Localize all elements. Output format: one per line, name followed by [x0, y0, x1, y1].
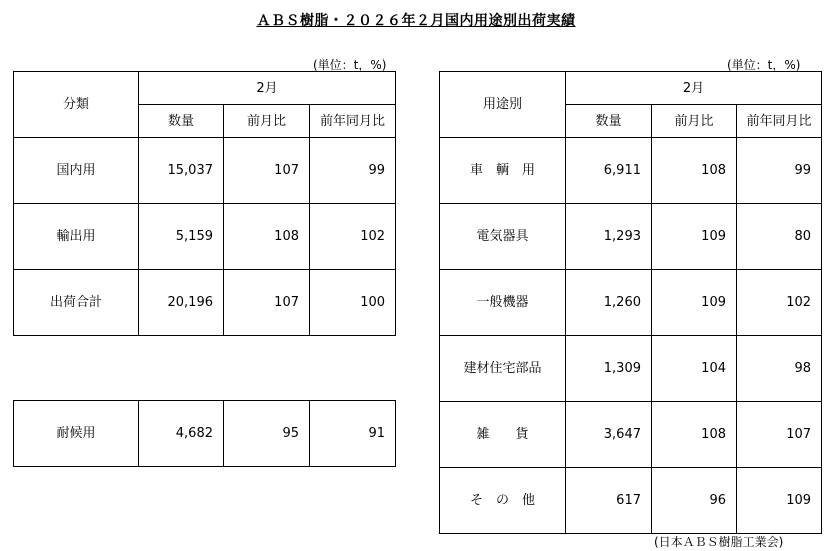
month-header: 2月	[139, 72, 396, 105]
yoy-cell: 109	[737, 468, 822, 534]
table-row	[14, 401, 396, 467]
quantity-cell: 1,293	[566, 204, 652, 270]
table-row	[440, 204, 822, 270]
table-row	[440, 270, 822, 336]
usage-header: 用途別	[440, 72, 566, 138]
table-row	[440, 402, 822, 468]
mom-cell: 108	[652, 138, 737, 204]
quantity-cell: 20,196	[139, 270, 224, 336]
mom-cell: 109	[652, 270, 737, 336]
row-label: そ の 他	[440, 468, 566, 534]
quantity-cell: 1,309	[566, 336, 652, 402]
mom-cell: 104	[652, 336, 737, 402]
weather-resistant-table	[13, 400, 396, 467]
yoy-cell: 99	[737, 138, 822, 204]
yoy-cell: 102	[310, 204, 396, 270]
table-row	[14, 138, 396, 204]
yoy-cell: 107	[737, 402, 822, 468]
mom-cell: 108	[224, 204, 310, 270]
mom-cell: 107	[224, 138, 310, 204]
mom-cell: 96	[652, 468, 737, 534]
source-note: (日本ＡＢＳ樹脂工業会)	[654, 535, 784, 549]
page-title: ＡＢＳ樹脂・２０２６年２月国内用途別出荷実績	[256, 13, 576, 29]
row-label: 雑 貨	[440, 402, 566, 468]
row-label: 輸出用	[14, 204, 139, 270]
quantity-cell: 1,260	[566, 270, 652, 336]
row-label: 車 輌 用	[440, 138, 566, 204]
yoy-cell: 102	[737, 270, 822, 336]
mom-cell: 95	[224, 401, 310, 467]
row-label: 耐候用	[14, 401, 139, 467]
yoy-header: 前年同月比	[737, 105, 822, 138]
table-row	[14, 204, 396, 270]
mom-header: 前月比	[652, 105, 737, 138]
row-label: 電気器具	[440, 204, 566, 270]
table-row	[440, 336, 822, 402]
yoy-cell: 80	[737, 204, 822, 270]
quantity-cell: 617	[566, 468, 652, 534]
row-label: 国内用	[14, 138, 139, 204]
table-row	[14, 270, 396, 336]
quantity-cell: 15,037	[139, 138, 224, 204]
left-unit-note: (単位：t，%)	[313, 58, 387, 72]
mom-header: 前月比	[224, 105, 310, 138]
quantity-cell: 5,159	[139, 204, 224, 270]
yoy-cell: 91	[310, 401, 396, 467]
right-unit-note: (単位：t，%)	[727, 58, 801, 72]
quantity-header: 数量	[566, 105, 652, 138]
month-header: 2月	[566, 72, 822, 105]
quantity-cell: 4,682	[139, 401, 224, 467]
quantity-cell: 3,647	[566, 402, 652, 468]
usage-table	[439, 71, 822, 534]
row-label: 建材住宅部品	[440, 336, 566, 402]
yoy-cell: 99	[310, 138, 396, 204]
row-label: 出荷合計	[14, 270, 139, 336]
yoy-header: 前年同月比	[310, 105, 396, 138]
mom-cell: 109	[652, 204, 737, 270]
table-row	[440, 468, 822, 534]
table-row	[440, 138, 822, 204]
mom-cell: 108	[652, 402, 737, 468]
category-header: 分類	[14, 72, 139, 138]
yoy-cell: 100	[310, 270, 396, 336]
mom-cell: 107	[224, 270, 310, 336]
quantity-cell: 6,911	[566, 138, 652, 204]
quantity-header: 数量	[139, 105, 224, 138]
domestic-export-table	[13, 71, 396, 336]
yoy-cell: 98	[737, 336, 822, 402]
row-label: 一般機器	[440, 270, 566, 336]
